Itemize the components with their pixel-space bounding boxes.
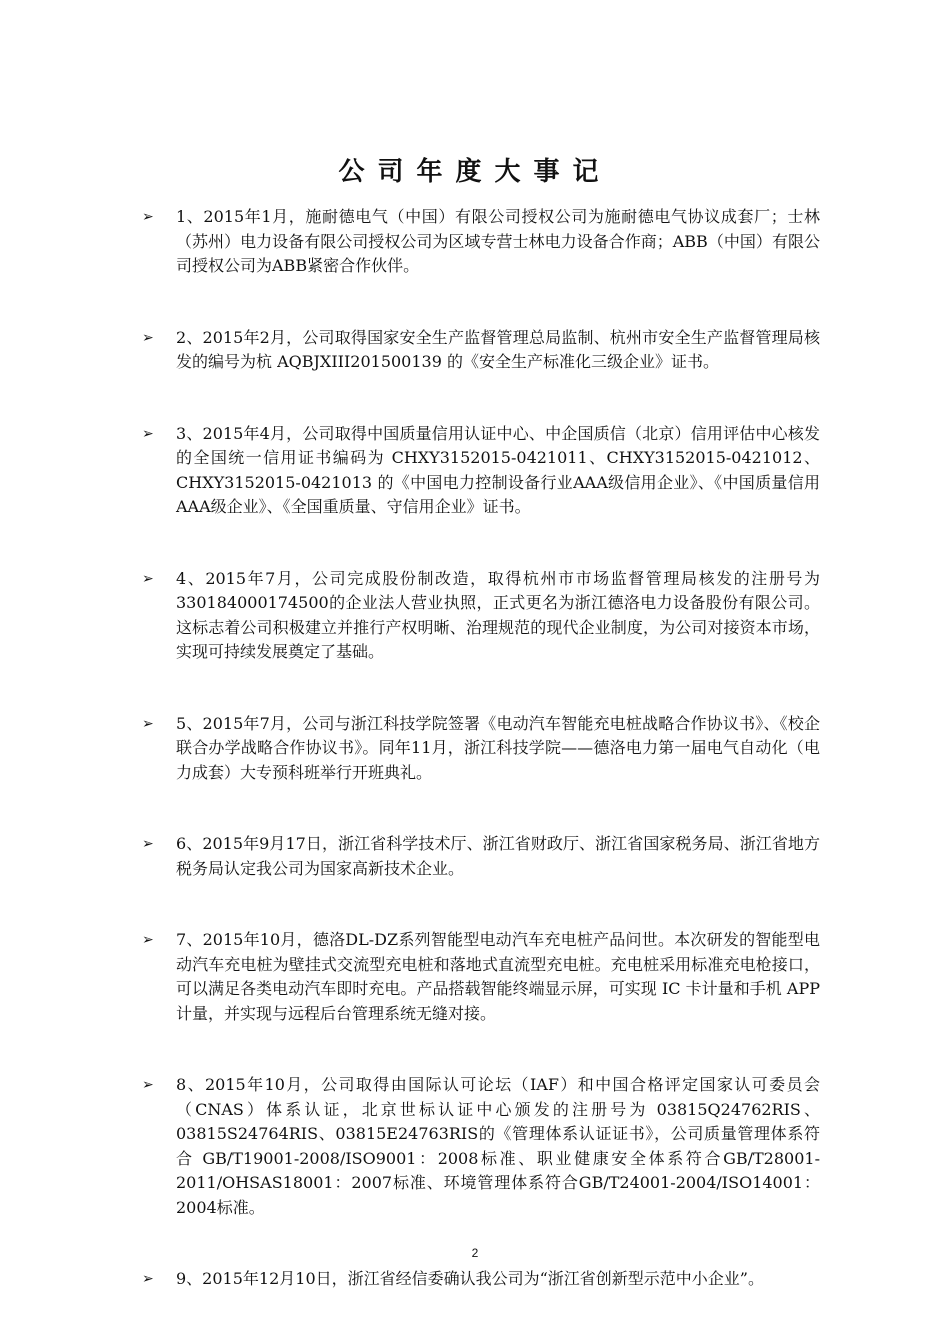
event-text: 8、2015年10月，公司取得由国际认可论坛（IAF）和中国合格评定国家认可委员会（CNAS）体系认证，北京世标认证中心颁发的注册号为 03815Q24762RIS、03815S24764RIS、03815E24763RIS的《管理体系认证证书》，公司质量管理体系符合 GB/T19001-2008/ISO9001：2008标准、职业健康安全体系符合GB/T28001-2011/OHSAS18001：2007标准、环境管理体系符合GB/T24001-2004/ISO14001：2004标准。 [176,1075,820,1217]
arrow-bullet-icon: ➢ [142,1271,154,1287]
event-text: 3、2015年4月，公司取得中国质量信用认证中心、中企国质信（北京）信用评估中心核发的全国统一信用证书编码为 CHXY3152015-0421011、CHXY3152015-0421012、CHXY3152015-0421013 的《中国电力控制设备行业AAA级信用企业》、《中国质量信用AAA级企业》、《全国重质量、守信用企业》证书。 [176,423,820,516]
arrow-bullet-icon: ➢ [142,932,154,948]
event-text: 6、2015年9月17日，浙江省科学技术厅、浙江省财政厅、浙江省国家税务局、浙江省地方税务局认定我公司为国家高新技术企业。 [176,834,820,878]
arrow-bullet-icon: ➢ [142,715,154,732]
arrow-bullet-icon: ➢ [142,425,154,442]
event-item-2 [140,326,820,375]
event-item-9 [140,1267,820,1292]
arrow-bullet-icon: ➢ [142,836,154,852]
event-text: 9、2015年12月10日，浙江省经信委确认我公司为“浙江省创新型示范中小企业”。 [176,1269,764,1288]
event-item-3 [140,422,820,520]
arrow-bullet-icon: ➢ [142,329,154,346]
event-item-6 [140,832,820,881]
event-item-1 [140,205,820,279]
event-text: 5、2015年7月，公司与浙江科技学院签署《电动汽车智能充电桩战略合作协议书》、《校企联合办学战略合作协议书》。同年11月，浙江科技学院——德洛电力第一届电气自动化（电力成套）大专预科班举行开班典礼。 [176,713,820,782]
event-text: 2、2015年2月，公司取得国家安全生产监督管理总局监制、杭州市安全生产监督管理局核发的编号为杭 AQBJXIII201500139 的《安全生产标准化三级企业》证书。 [176,327,820,371]
page-number: 2 [471,1246,479,1260]
arrow-bullet-icon: ➢ [142,209,154,225]
event-item-8 [140,1073,820,1220]
arrow-bullet-icon: ➢ [142,1077,154,1093]
event-text: 7、2015年10月，德洛DL-DZ系列智能型电动汽车充电桩产品问世。本次研发的智能型电动汽车充电桩为壁挂式交流型充电桩和落地式直流型充电桩。充电桩采用标准充电枪接口，可以满足各类电动汽车即时充电。产品搭载智能终端显示屏，可实现 IC 卡计量和手机 APP 计量，并实现与远程后台管理系统无缝对接。 [176,930,820,1023]
arrow-bullet-icon: ➢ [142,570,154,587]
event-item-7 [140,928,820,1026]
event-text: 4、2015年7月，公司完成股份制改造，取得杭州市市场监督管理局核发的注册号为330184000174500的企业法人营业执照，正式更名为浙江德洛电力设备股份有限公司。这标志着公司积极建立并推行产权明晰、治理规范的现代企业制度，为公司对接资本市场，实现可持续发展奠定了基础。 [176,568,820,661]
event-item-5 [140,712,820,786]
event-list [140,205,820,1339]
page-title: 公司年度大事记 [338,157,612,187]
event-item-4 [140,567,820,665]
event-text: 1、2015年1月，施耐德电气（中国）有限公司授权公司为施耐德电气协议成套厂；士林（苏州）电力设备有限公司授权公司为区域专营士林电力设备合作商；ABB（中国）有限公司授权公司为ABB紧密合作伙伴。 [176,207,820,275]
